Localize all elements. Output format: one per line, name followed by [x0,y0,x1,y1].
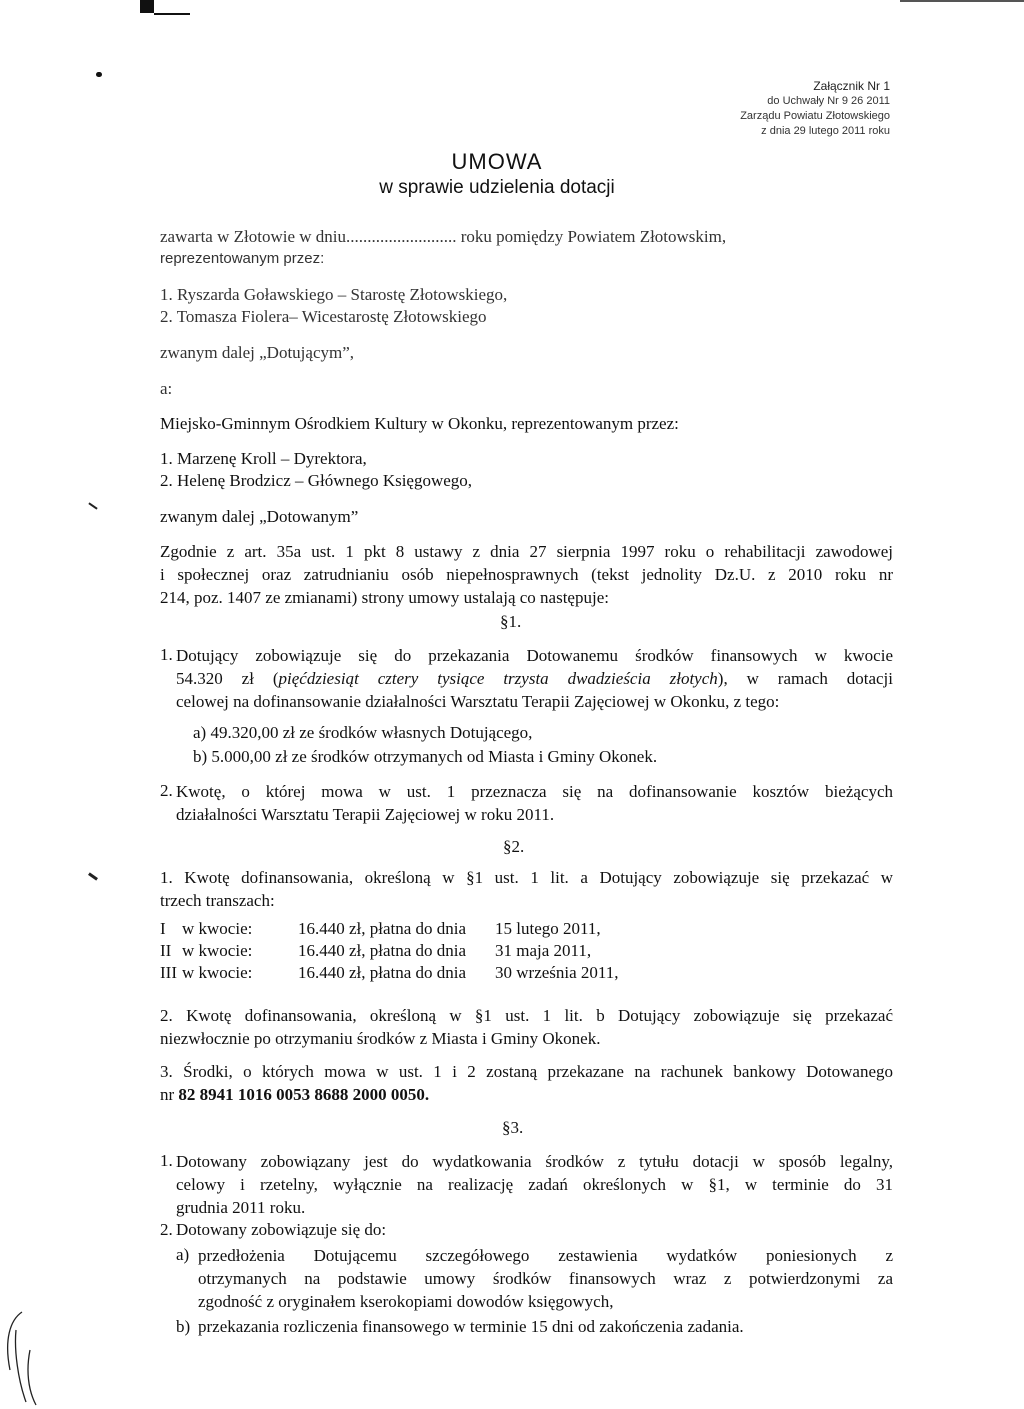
tranche-row [160,940,720,962]
section-2-heading: §2. [503,837,525,856]
concluded-suffix: roku pomiędzy Powiatem Złotowskim, [460,227,727,246]
s2-p3 [160,1060,893,1106]
tranche-label: w kwocie: [182,919,253,938]
tranche-amount: 16.440 zł, płatna do dnia [298,963,467,982]
attachment-line-2: do Uchwały Nr 9 26 2011 [767,95,890,107]
s1-amount-start: 54.320 zł ( [176,669,279,688]
s3-p1-line-1: Dotowany zobowiązany jest do wydatkowania środków z tytułu dotacji w sposób legalny, [176,1152,893,1171]
bank-account-number: 82 8941 1016 0053 8688 2000 0050. [178,1085,430,1104]
s3-p1-line-3: grudnia 2011 roku. [176,1198,306,1217]
tranche-number: III [160,963,177,982]
scan-artifact-corner-scribble [0,1310,70,1409]
attachment-note [640,78,890,139]
s3-item-a-line-3: zgodność z oryginałem kserokopiami dowodów księgowych, [198,1292,614,1311]
s1-p1-line-1: Dotujący zobowiązuje się do przekazania Dotowanemu środków finansowych w kwocie [176,646,893,665]
s1-p1-number: 1. [160,645,173,664]
tranche-label: w kwocie: [182,941,253,960]
account-prefix: nr [160,1085,175,1104]
s3-item-a-line-1: przedłożenia Dotującemu szczegółowego zestawienia wydatków poniesionych z [198,1246,893,1265]
representative-1: 1. Ryszarda Goławskiego – Starostę Złotowskiego, [160,285,508,304]
tranche-label: w kwocie: [182,963,253,982]
legal-basis-line-2: i społecznej oraz zatrudnianiu osób niepełnosprawnych (tekst jednolity Dz.U. z 2010 roku nr [160,565,893,584]
conjunction-and: a: [160,379,173,398]
attachment-line-3: Zarządu Powiatu Złotowskiego [740,110,890,122]
tranche-amount: 16.440 zł, płatna do dnia [298,919,467,938]
s3-item-a-line-2: otrzymanych na podstawie umowy środków finansowych wraz z potwierdzonymi za [198,1269,893,1288]
s3-p2-number: 2. [160,1220,173,1239]
scan-artifact-margin-mark-1 [88,502,97,509]
grantee-line: Miejsko-Gminnym Ośrodkiem Kultury w Okonku, reprezentowanym przez: [160,414,679,433]
s1-p1-line-3: celowej na dofinansowanie działalności Warsztatu Terapii Zajęciowej w Okonku, z tego: [176,692,780,711]
represented-by: reprezentowanym przez: [160,250,325,267]
s1-item-b: b) 5.000,00 zł ze środków otrzymanych od Miasta i Gminy Okonek. [193,747,658,766]
legal-basis-line-1: Zgodnie z art. 35a ust. 1 pkt 8 ustawy z dnia 27 sierpnia 1997 roku o rehabilitacji zawodowej [160,542,893,561]
tranche-number: II [160,941,172,960]
scan-artifact-top-left [140,0,154,13]
s3-p1 [176,1150,893,1219]
s1-p2-line-1: Kwotę, o której mowa w ust. 1 przeznacza się na dofinansowanie kosztów bieżących [176,782,893,801]
tranche-date: 30 września 2011, [495,963,619,982]
s3-p2-line-1: Dotowany zobowiązuje się do: [176,1220,387,1239]
s2-p3-line-2 [160,1083,893,1106]
scan-artifact-top-right-line [900,0,1024,2]
representative-4: 2. Helenę Brodzicz – Głównego Księgowego, [160,471,473,490]
s1-p1-line-2 [176,667,893,690]
s3-p1-number: 1. [160,1151,173,1170]
representative-2: 2. Tomasza Fiolera– Wicestarostę Złotowskiego [160,307,487,326]
document-title: UMOWA [451,149,543,174]
s3-item-b-label: b) [176,1317,191,1336]
legal-basis [160,540,893,609]
tranche-table [160,918,720,984]
scan-artifact-margin-mark-2 [88,872,98,880]
s2-p2 [160,1004,893,1050]
s3-item-b-line-1: przekazania rozliczenia finansowego w terminie 15 dni od zakończenia zadania. [198,1317,744,1336]
representative-3: 1. Marzenę Kroll – Dyrektora, [160,449,367,468]
grantor-called: zwanym dalej „Dotującym”, [160,343,355,362]
s1-amount-end: ), w ramach dotacji [717,669,894,688]
section-3-heading: §3. [502,1118,524,1137]
s3-item-a-label: a) [176,1245,190,1264]
s1-amount-words: pięćdziesiąt cztery tysiące trzysta dwadzieścia złotych [278,669,718,688]
s1-p2-number: 2. [160,781,173,800]
s1-p2 [176,780,893,826]
scan-artifact-dot [96,72,102,77]
s2-p1-line-1: 1. Kwotę dofinansowania, określoną w §1 ust. 1 lit. a Dotujący zobowiązuje się przekazać w [160,868,893,887]
tranche-date: 31 maja 2011, [495,941,592,960]
s1-p2-line-2: działalności Warsztatu Terapii Zajęciowej w roku 2011. [176,805,555,824]
document-subtitle: w sprawie udzielenia dotacji [379,177,615,198]
legal-basis-line-3: 214, poz. 1407 ze zmianami) strony umowy ustalają co następuje: [160,588,609,607]
s3-p1-line-2: celowy i rzetelny, wyłącznie na realizację zadań określonych w §1, w terminie do 31 [176,1175,893,1194]
attachment-line-1: Załącznik Nr 1 [813,79,890,93]
attachment-line-4: z dnia 29 lutego 2011 roku [761,125,890,137]
concluded-prefix: zawarta w Złotowie w dniu [160,227,346,246]
tranche-row [160,918,720,940]
s3-item-a [198,1244,893,1313]
grantee-called: zwanym dalej „Dotowanym” [160,507,359,526]
section-1-heading: §1. [500,612,522,631]
s2-p1-line-2: trzech transzach: [160,891,275,910]
scan-artifact-top-line [154,13,190,15]
tranche-date: 15 lutego 2011, [495,919,601,938]
tranche-number: I [160,919,166,938]
s2-p2-line-2: niezwłocznie po otrzymaniu środków z Miasta i Gminy Okonek. [160,1029,601,1048]
s2-p1 [160,866,893,912]
concluded-dots: .......................... [346,227,457,246]
s2-p3-line-1: 3. Środki, o których mowa w ust. 1 i 2 zostaną przekazane na rachunek bankowy Dotowanego [160,1062,893,1081]
s2-p2-line-1: 2. Kwotę dofinansowania, określoną w §1 ust. 1 lit. b Dotujący zobowiązuje się przekazać [160,1006,893,1025]
tranche-row [160,962,720,984]
tranche-amount: 16.440 zł, płatna do dnia [298,941,467,960]
s1-item-a: a) 49.320,00 zł ze środków własnych Dotującego, [193,723,533,742]
s1-p1 [176,644,893,713]
concluded-line [160,226,726,248]
